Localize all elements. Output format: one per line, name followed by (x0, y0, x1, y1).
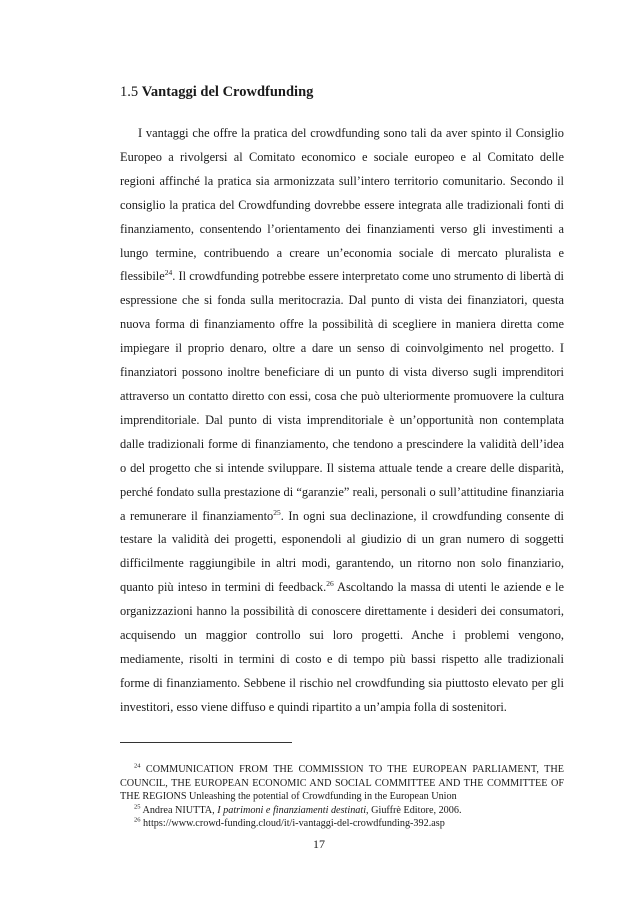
footnote-ref[interactable]: 24 (164, 268, 173, 278)
footnote-separator (120, 742, 292, 743)
footnote-book-title: I patrimoni e finanziamenti destinati (217, 804, 367, 816)
footnote-24 (120, 763, 564, 804)
footnotes (120, 763, 564, 831)
footnote-number: 25 (134, 803, 141, 811)
section-number: 1.5 (120, 84, 139, 100)
section-title: Vantaggi del Crowdfunding (141, 84, 314, 100)
paragraph-text: . In ogni sua declinazione, il crowdfunding consente di testare la validità dei progetti, esponendoli al giudizio di un gran numero di soggetti difficilmente raggiungibile in altri modi, garantendo, un ritorno non solo finanziario, quanto più inteso in termini di feedback. (120, 508, 564, 595)
footnote-link[interactable]: https://www.crowd-funding.cloud/it/i-vantaggi-del-crowdfunding-392.asp (140, 818, 445, 830)
footnote-25 (120, 804, 564, 818)
paragraph-text: . Il crowdfunding potrebbe essere interpretato come uno strumento di libertà di espressione che si fonda sulla meritocrazia. Dal punto di vista dei finanziatori, questa nuova forma di finanziamento offre la possibilità di scegliere in maniera diretta come impiegare il proprio denaro, oltre a dare un senso di coinvolgimento nel progetto. I finanziatori possono inoltre beneficiare di un punto di vista diverso sugli imprenditori attraverso un contatto diretto con essi, cosa che può ulteriormente promuovere la cultura imprenditoriale. Dal punto di vista imprenditoriale è un’opportunità non contemplata dalle tradizionali forme di finanziamento, che tendono a prescindere la validità dell’idea o del progetto che si intende sviluppare. Il sistema attuale tende a creare delle disparità, perché fondato sulla prestazione di “garanzie” reali, personali o sull’attitudine finanziaria a remunerare il finanziamento (120, 269, 564, 523)
footnote-26 (120, 817, 564, 831)
paragraph-text: I vantaggi che offre la pratica del crowdfunding sono tali da aver spinto il Consiglio Europeo a rivolgersi al Comitato economico e sociale europeo e al Comitato delle regioni affinché la pratica sia armonizzata sull’intero territorio comunitario. Secondo il consiglio la pratica del Crowdfunding dovrebbe essere integrata alle tradizionali fonti di finanziamento, consentendo l’orientamento dei finanziamenti verso gli investimenti a lungo termine, contribuendo a creare un’economia sociale di mercato pluralista e flessibile (120, 126, 564, 284)
page-number: 17 (313, 837, 325, 851)
section-heading (120, 84, 313, 101)
footnote-ref[interactable]: 25 (273, 507, 281, 517)
footnote-publisher: , Giuffrè Editore, 2006. (366, 804, 462, 816)
footnote-author: Andrea NIUTTA, (140, 804, 218, 816)
paragraph-text: Ascoltando la massa di utenti le aziende e le organizzazioni hanno la possibilità di conoscere direttamente i desideri dei consumatori, acquisendo un maggior controllo sui loro progetti. Anche i problemi vengono, mediamente, risolti in termini di costo e di tempo più bassi rispetto alle tradizionali forme di finanziamento. Sebbene il rischio nel crowdfunding sia piuttosto elevato per gli investitori, esso viene diffuso e quindi ripartito a un’ampia folla di sostenitori. (120, 580, 564, 714)
body-paragraph (120, 122, 564, 720)
footnote-text: COMMUNICATION FROM THE COMMISSION TO THE EUROPEAN PARLIAMENT, THE COUNCIL, THE EUROPEAN ECONOMIC AND SOCIAL COMMITTEE AND THE COMMITTEE OF THE REGIONS Unleashing the potential of Crowdfunding in the European Union (120, 764, 564, 803)
footnote-number: 24 (134, 762, 141, 770)
footnote-number: 26 (134, 816, 141, 824)
footnote-ref[interactable]: 26 (326, 579, 334, 589)
